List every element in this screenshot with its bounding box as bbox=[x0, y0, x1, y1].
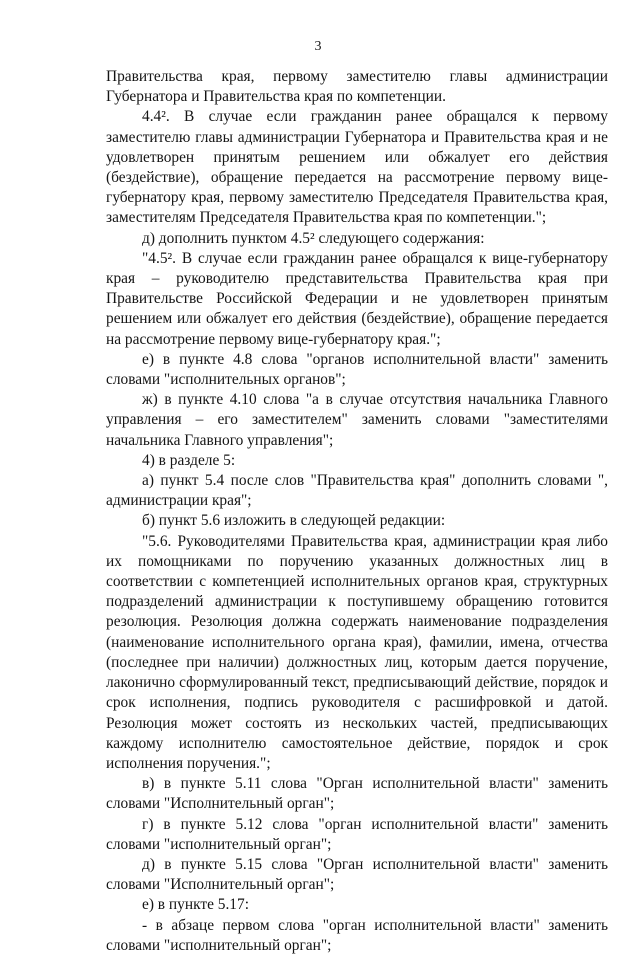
paragraph: 4.4². В случае если гражданин ранее обращался к первому заместителю главы администрации Губернатора и Правительства края и не удовлетворен принятым решением или обжалует его действия (бездействие), обращение передается на рассмотрение первому вице-губернатору края, первому заместителю Председателя Правительства края, заместителям Председателя Правительства края по компетенции."; bbox=[106, 108, 608, 227]
paragraph: 4) в разделе 5: bbox=[142, 451, 236, 469]
paragraph: в) в пункте 5.11 слова "Орган исполнительной власти" заменить словами "Исполнительный орган"; bbox=[106, 775, 608, 813]
paragraph: "5.6. Руководителями Правительства края, администрации края либо их помощниками по поручению указанных должностных лиц в соответствии с компетенцией исполнительных органов края, структурных подразделений администрации к поступившему обращению готовится резолюция. Резолюция должна содержать наименование подразделения (наименование исполнительного органа края), фамилии, имена, отчества (последнее при наличии) должностных лиц, которым дается поручение, лаконично сформулированный текст, предписывающий действие, порядок и срок исполнения, подпись руководителя с расшифровкой и датой. Резолюция может состоять из нескольких частей, предписывающих каждому исполнителю самостоятельное действие, порядок и срок исполнения поручения."; bbox=[106, 532, 608, 772]
document-body bbox=[106, 67, 608, 956]
paragraph: "4.5². В случае если гражданин ранее обращался к вице-губернатору края – руководителю представительства Правительства края при Правительстве Российской Федерации и не удовлетворен принятым решением или обжалует его действия (бездействие), обращение передается на рассмотрение первому вице-губернатору края."; bbox=[106, 249, 608, 348]
paragraph: е) в пункте 5.17: bbox=[142, 896, 249, 914]
page-number: 3 bbox=[314, 39, 322, 54]
paragraph: г) в пункте 5.12 слова "орган исполнительной власти" заменить словами "исполнительный орган"; bbox=[106, 815, 608, 853]
paragraph: Правительства края, первому заместителю главы администрации Губернатора и Правительства края по компетенции. bbox=[106, 68, 608, 106]
paragraph: б) пункт 5.6 изложить в следующей редакции: bbox=[142, 512, 446, 530]
paragraph: - в абзаце первом слова "орган исполнительной власти" заменить словами "исполнительный орган"; bbox=[106, 916, 608, 954]
paragraph: е) в пункте 4.8 слова "органов исполнительной власти" заменить словами "исполнительных органов"; bbox=[106, 350, 608, 389]
paragraph: д) в пункте 5.15 слова "Орган исполнительной власти" заменить словами "Исполнительный орган"; bbox=[106, 855, 608, 894]
paragraph: д) дополнить пунктом 4.5² следующего содержания: bbox=[142, 229, 485, 247]
paragraph: а) пункт 5.4 после слов "Правительства края" дополнить словами ", администрации края"; bbox=[106, 472, 608, 510]
paragraph: ж) в пункте 4.10 слова "а в случае отсутствия начальника Главного управления – его заместителем" заменить словами "заместителями начальника Главного управления"; bbox=[106, 391, 608, 449]
